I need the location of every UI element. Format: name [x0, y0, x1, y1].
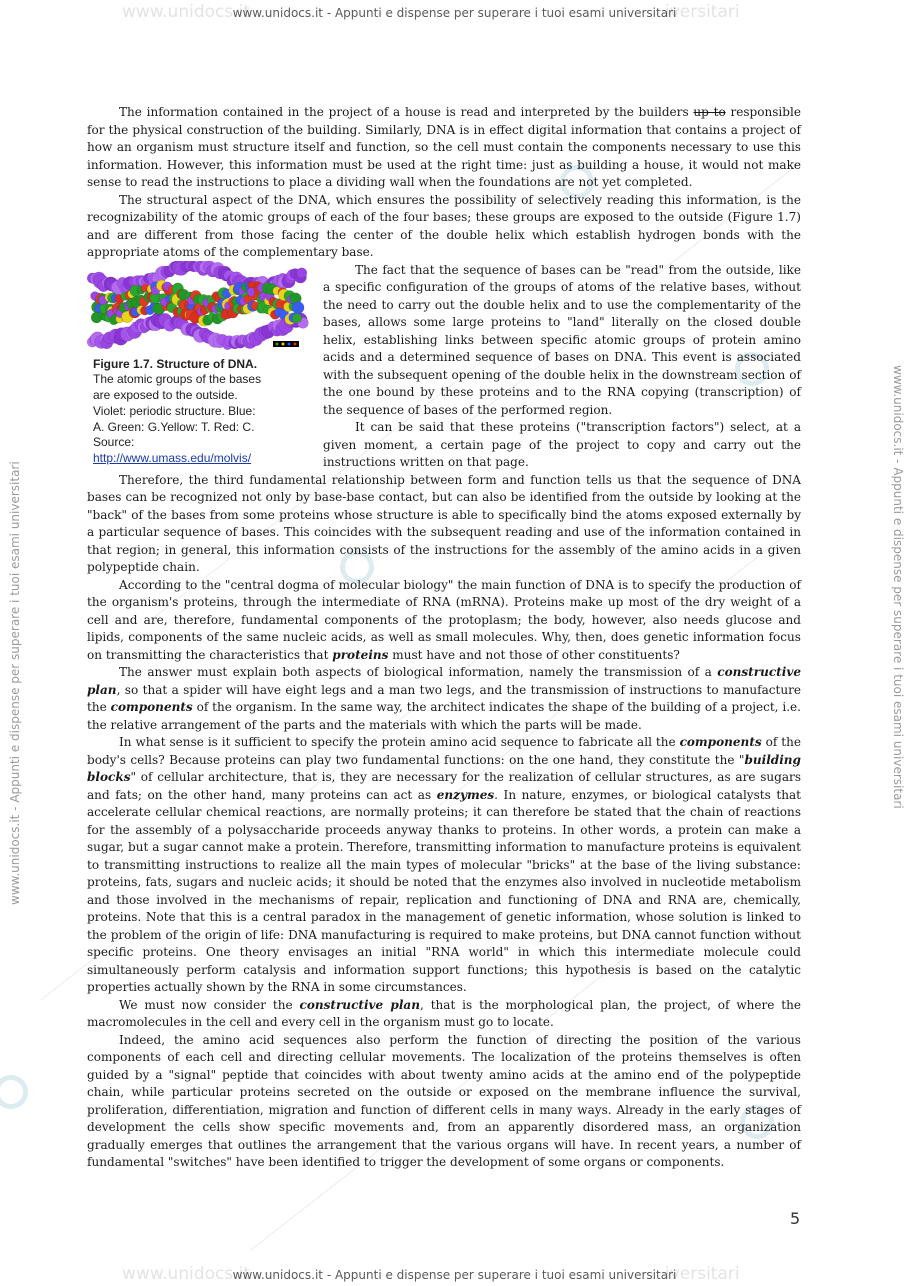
- paragraph: Therefore, the third fundamental relationship between form and function tells us that the sequence of DNA bases can be recognized not only by base-base contact, but can also be identified from the outside by looking at the "back" of the bases from some proteins whose structure is able to specifically bind the atoms exposed externally by a particular sequence of bases. This coincides with the subsequent reading and use of the information contained in that region; in general, this information consists of the instructions for the assembly of the amino acids in a given polypeptide chain.: [87, 472, 801, 574]
- header-watermark: www.unidocs.it - Appunti e dispense per superare i tuoi esami universitari: [232, 6, 677, 20]
- paragraph: We must now consider the constructive plan, that is the morphological plan, the project, of where the macromolecules in the cell and every cell in the organism must go to locate.: [87, 997, 802, 1029]
- caption-line: The atomic groups of the bases: [93, 372, 262, 387]
- paragraph: The fact that the sequence of bases can be "read" from the outside, like a specific configuration of the groups of atoms of the relative bases, without the need to carry out the double helix and to use the complementarity of the bases, allows some large proteins to "land" literally on the closed double helix, establishing links between specific atomic groups of protein amino acids and a determined sequence of bases on DNA. This event is associated with the subsequent opening of the double helix in the downstream section of the one bound by these proteins and to the RNA copying (transcription) of the sequence of bases of the performed region.: [323, 262, 801, 417]
- document-body: [87, 104, 801, 1172]
- figure-title: Figure 1.7. Structure of DNA.: [93, 356, 258, 371]
- footer-watermark-ghost: iversitari: [665, 1264, 740, 1284]
- paragraph: The answer must explain both aspects of biological information, namely the transmission of a constructive plan, so that a spider will have eight legs and a man two legs, and the transmission of instructions to manufacture the components of the organism. In the same way, the architect indicates the shape of the building of a project, i.e. the relative arrangement of the parts and the materials with which the parts will be made.: [87, 665, 802, 732]
- figure-dna: [87, 261, 309, 468]
- header-watermark-ghost: www.unidocs.it: [122, 2, 251, 22]
- footer-watermark-ghost: www.unidocs.it: [122, 1264, 251, 1284]
- dna-structure-image: [87, 261, 309, 351]
- paragraph: It can be said that these proteins ("transcription factors") select, at a given moment, a certain page of the project to copy and carry out the instructions written on that page.: [323, 420, 801, 469]
- caption-line: A. Green: G.Yellow: T. Red: C.: [93, 419, 255, 434]
- source-link[interactable]: http://www.umass.edu/molvis/: [93, 451, 252, 466]
- watermark-logo-icon: [0, 1075, 28, 1109]
- right-side-watermark: www.unidocs.it - Appunti e dispense per superare i tuoi esami universitari: [891, 365, 905, 809]
- paragraph: Indeed, the amino acid sequences also perform the function of directing the position of the various components of each cell and directing cellular movements. The localization of the proteins themselves is often guided by a "signal" peptide that coincides with about twenty amino acids at the amino end of the polypeptide chain, while particular proteins secreted on the outside or exposed on the membrane influence the survival, proliferation, differentiation, migration and function of different cells in many ways. Already in the early stages of development the cells show specific movements and, from an apparently disordered mass, an organization gradually emerges that outlines the arrangement that the various organs will have. In recent years, a number of fundamental "switches" have been identified to trigger the development of some organs or components.: [87, 1032, 801, 1169]
- paragraph: The structural aspect of the DNA, which ensures the possibility of selectively reading this information, is the recognizability of the atomic groups of each of the four bases; these groups are exposed to the outside (Figure 1.7) and are different from those facing the center of the double helix which establish hydrogen bonds with the appropriate atoms of the complementary base.: [87, 192, 801, 259]
- header-watermark-ghost: iversitari: [665, 2, 740, 22]
- caption-line: are exposed to the outside.: [93, 388, 238, 403]
- paragraph: In what sense is it sufficient to specify the protein amino acid sequence to fabricate all the components of the body's cells? Because proteins can play two fundamental functions: on the one hand, they constitute the "building blocks" of cellular architecture, that is, they are necessary for the realization of cellular structures, as are sugars and fats; on the other hand, many proteins can act as enzymes. In nature, enzymes, or biological catalysts that accelerate cellular chemical reactions, are normally proteins; it can therefore be stated that the chain of reactions for the assembly of a polysaccharide proceeds anyway thanks to proteins. In other words, a protein can make a sugar, but a sugar cannot make a protein. Therefore, transmitting information to manufacture proteins is equivalent to transmitting instructions to realize all the main types of molecular "bricks" at the base of the living substance: proteins, fats, sugars and nucleic acids; it should be noted that the enzymes also involved in nucleotide metabolism and those involved in the mechanisms of repair, replication and functioning of DNA and RNA are, chemically, proteins. Note that this is a central paradox in the management of genetic information, whose solution is linked to the problem of the origin of life: DNA manufacturing is required to make proteins, but DNA cannot function without specific proteins. One theory envisages an initial "RNA world" in which this intermediate molecule could simultaneously perform catalysis and information support functions; this hypothesis is based on the catalytic properties actually shown by the RNA in some circumstances.: [87, 735, 802, 994]
- paragraph: The information contained in the project of a house is read and interpreted by the builders up to responsible for the physical construction of the building. Similarly, DNA is in effect digital information that contains a project of how an organism must structure itself and function, so the cell must contain the components necessary to use this information. However, this information must be used at the right time: just as building a house, it would not make sense to read the instructions to place a dividing wall when the foundations are not yet completed.: [87, 105, 801, 189]
- footer-watermark: www.unidocs.it - Appunti e dispense per superare i tuoi esami universitari: [232, 1268, 677, 1282]
- left-side-watermark: www.unidocs.it - Appunti e dispense per superare i tuoi esami universitari: [8, 461, 22, 905]
- caption-line: Violet: periodic structure. Blue:: [93, 403, 256, 418]
- struck-text: up to: [693, 105, 726, 119]
- paragraph: According to the "central dogma of molecular biology" the main function of DNA is to specify the production of the organism's proteins, through the intermediate of RNA (mRNA). Proteins make up most of the dry weight of a cell and are, therefore, fundamental components of the protoplasm; the body, however, also needs glucose and lipids, components of the same nucleic acids, as well as small molecules. Why, then, does genetic information focus on transmitting the characteristics that proteins must have and not those of other constituents?: [87, 577, 801, 662]
- page-number: 5: [790, 1209, 801, 1228]
- figure-caption: [87, 357, 309, 468]
- caption-line: Source:: [93, 435, 135, 450]
